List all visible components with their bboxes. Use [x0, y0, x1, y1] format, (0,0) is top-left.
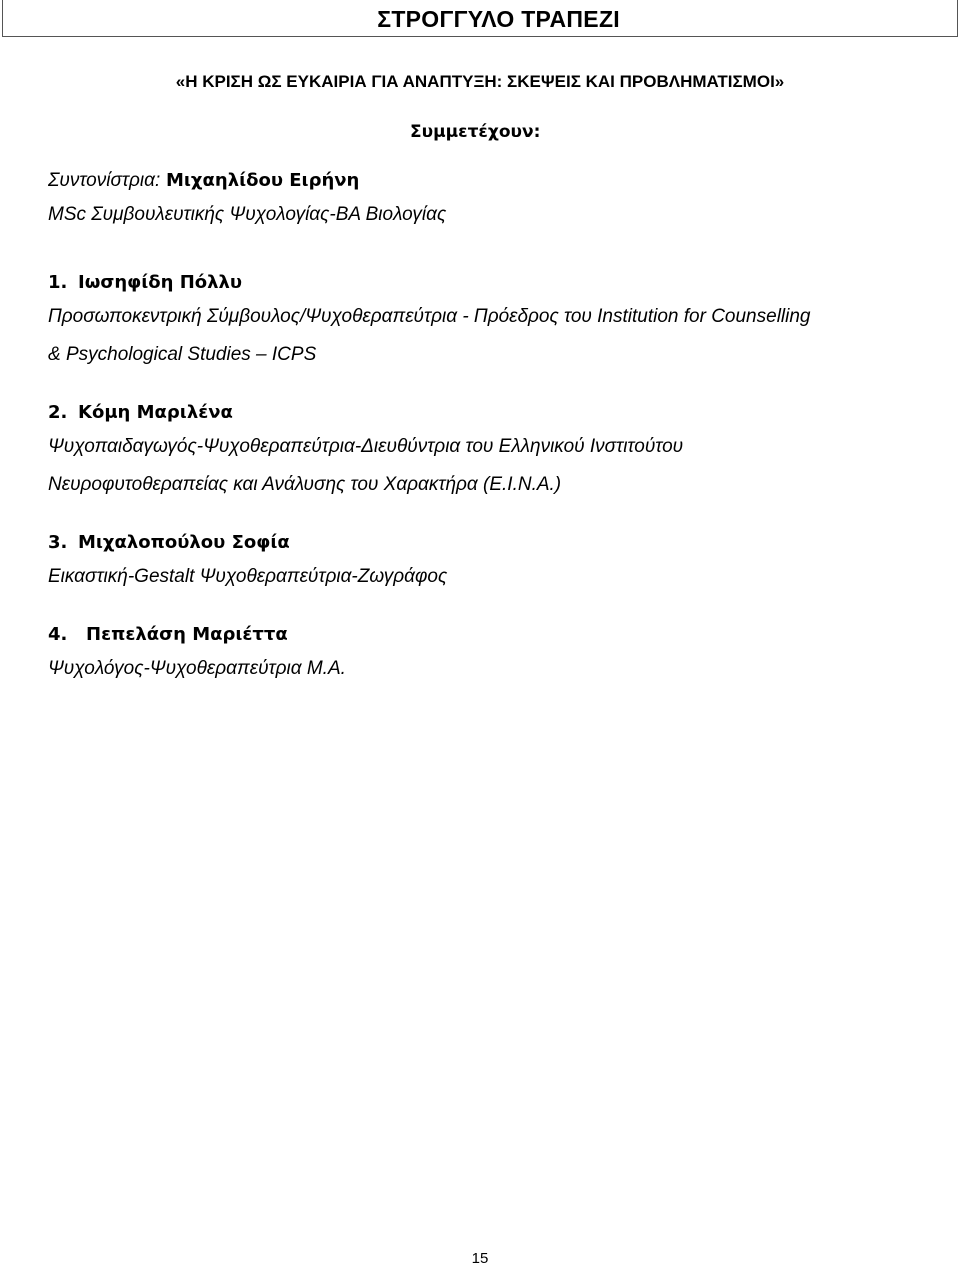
participant-1-description-line: Προσωποκεντρική Σύμβουλος/Ψυχοθεραπεύτρια - Πρόεδρος του Institution for Counselling [48, 306, 811, 327]
participant-3-description-line: Εικαστική-Gestalt Ψυχοθεραπεύτρια-Ζωγράφος [48, 566, 448, 587]
participants-label: Συμμετέχουν: [410, 122, 541, 142]
participant-number: 4. [48, 624, 68, 645]
coordinator-line [48, 170, 359, 192]
participant-4-description-line: Ψυχολόγος-Ψυχοθεραπεύτρια Μ.Α. [48, 658, 346, 679]
participant-name: Κόμη Μαριλένα [78, 402, 233, 423]
participant-name: Ιωσηφίδη Πόλλυ [78, 272, 243, 293]
participant-2-description-line: Ψυχοπαιδαγωγός-Ψυχοθεραπεύτρια-Διευθύντρια του Ελληνικού Ινστιτούτου [48, 436, 684, 457]
page-title: ΣΤΡΟΓΓΥΛΟ ΤΡΑΠΕΖΙ [377, 6, 620, 32]
page-number: 15 [471, 1250, 489, 1267]
coordinator-name: Μιχαηλίδου Ειρήνη [165, 170, 360, 191]
participant-2-heading [48, 402, 233, 423]
participant-1-description-line: & Psychological Studies – ICPS [48, 344, 317, 365]
coordinator-role-label: Συντονίστρια: [48, 170, 161, 191]
participant-number: 3. [48, 532, 68, 553]
participant-name: Πεπελάση Μαριέττα [86, 624, 288, 645]
participant-1-heading [48, 272, 242, 293]
participant-2-description-line: Νευροφυτοθεραπείας και Ανάλυσης του Χαρακτήρα (Ε.Ι.Ν.Α.) [48, 474, 562, 495]
participant-number: 1. [48, 272, 68, 293]
coordinator-credentials: MSc Συμβουλευτικής Ψυχολογίας-BA Βιολογίας [48, 204, 447, 225]
participant-4-heading [48, 624, 288, 645]
participant-name: Μιχαλοπούλου Σοφία [78, 532, 290, 553]
event-subtitle: «Η ΚΡΙΣΗ ΩΣ ΕΥΚΑΙΡΙΑ ΓΙΑ ΑΝΑΠΤΥΞΗ: ΣΚΕΨΕΙΣ ΚΑΙ ΠΡΟΒΛΗΜΑΤΙΣΜΟΙ» [175, 72, 785, 91]
participant-number: 2. [48, 402, 68, 423]
participant-3-heading [48, 532, 290, 553]
